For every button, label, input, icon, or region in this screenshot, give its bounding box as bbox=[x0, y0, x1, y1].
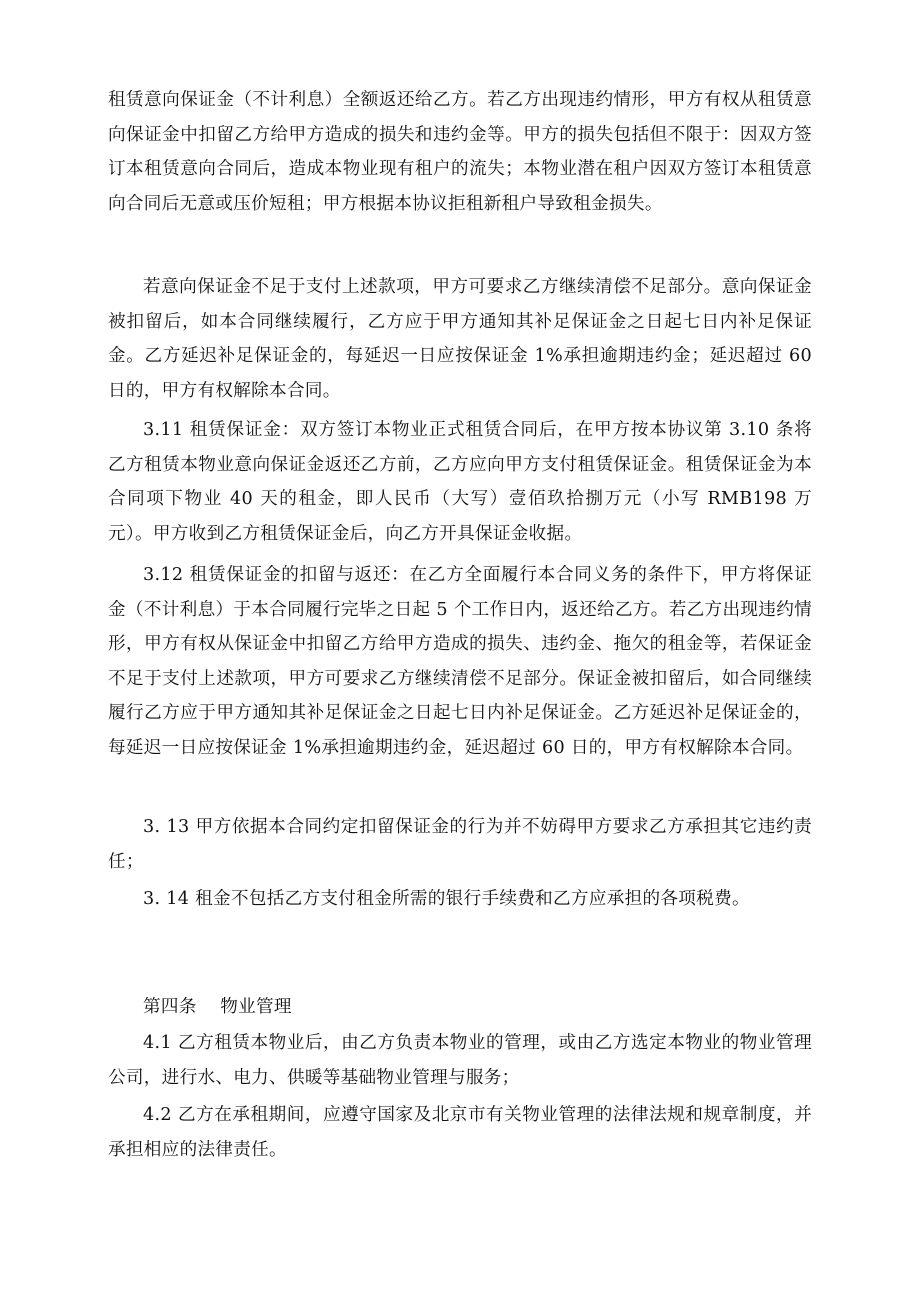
paragraph-3-14-fees-taxes: 3. 14 租金不包括乙方支付租金所需的银行手续费和乙方应承担的各项税费。 bbox=[143, 889, 750, 909]
paragraph-4-2-legal-compliance: 4.2 乙方在承租期间，应遵守国家及北京市有关物业管理的法律法规和规章制度，并承担相应的法律责任。 bbox=[108, 1105, 812, 1160]
paragraph-deposit-shortfall: 若意向保证金不足于支付上述款项，甲方可要求乙方继续清偿不足部分。意向保证金被扣留后，如本合同继续履行，乙方应于甲方通知其补足保证金之日起七日内补足保证金。乙方延迟补足保证金的，每延迟一日应按保证金 1%承担逾期违约金；延迟超过 60 日的，甲方有权解除本合同。 bbox=[108, 277, 812, 401]
paragraph-4-1-property-management: 4.1 乙方租赁本物业后，由乙方负责本物业的管理，或由乙方选定本物业的物业管理公司，进行水、电力、供暖等基础物业管理与服务； bbox=[108, 1033, 812, 1088]
paragraph-deposit-return-continued: 租赁意向保证金（不计利息）全额返还给乙方。若乙方出现违约情形，甲方有权从租赁意向保证金中扣留乙方给甲方造成的损失和违约金等。甲方的损失包括但不限于：因双方签订本租赁意向合同后，造成本物业现有租户的流失；本物业潜在租户因双方签订本租赁意向合同后无意或压价短租；甲方根据本协议拒租新租户导致租金损失。 bbox=[108, 90, 812, 214]
paragraph-3-13-liability: 3. 13 甲方依据本合同约定扣留保证金的行为并不妨碍甲方要求乙方承担其它违约责任； bbox=[108, 817, 812, 872]
section-heading-article-4: 第四条 物业管理 bbox=[143, 997, 292, 1017]
paragraph-3-12-deposit-deduction-return: 3.12 租赁保证金的扣留与返还：在乙方全面履行本合同义务的条件下，甲方将保证金（不计利息）于本合同履行完毕之日起 5 个工作日内，返还给乙方。若乙方出现违约情形，甲方有权从保证金中扣留乙方给甲方造成的损失、违约金、拖欠的租金等，若保证金不足于支付上述款项，甲方可要求乙方继续清偿不足部分。保证金被扣留后，如合同继续履行乙方应于甲方通知其补足保证金之日起七日内补足保证金。乙方延迟补足保证金的，每延迟一日应按保证金 1%承担逾期违约金，延迟超过 60 日的，甲方有权解除本合同。 bbox=[108, 565, 812, 758]
paragraph-3-11-lease-deposit: 3.11 租赁保证金：双方签订本物业正式租赁合同后，在甲方按本协议第 3.10 条将乙方租赁本物业意向保证金返还乙方前，乙方应向甲方支付租赁保证金。租赁保证金为本合同项下物业 40 天的租金，即人民币（大写）壹佰玖拾捌万元（小写 RMB198 万元）。甲方收到乙方租赁保证金后，向乙方开具保证金收据。 bbox=[108, 420, 812, 544]
